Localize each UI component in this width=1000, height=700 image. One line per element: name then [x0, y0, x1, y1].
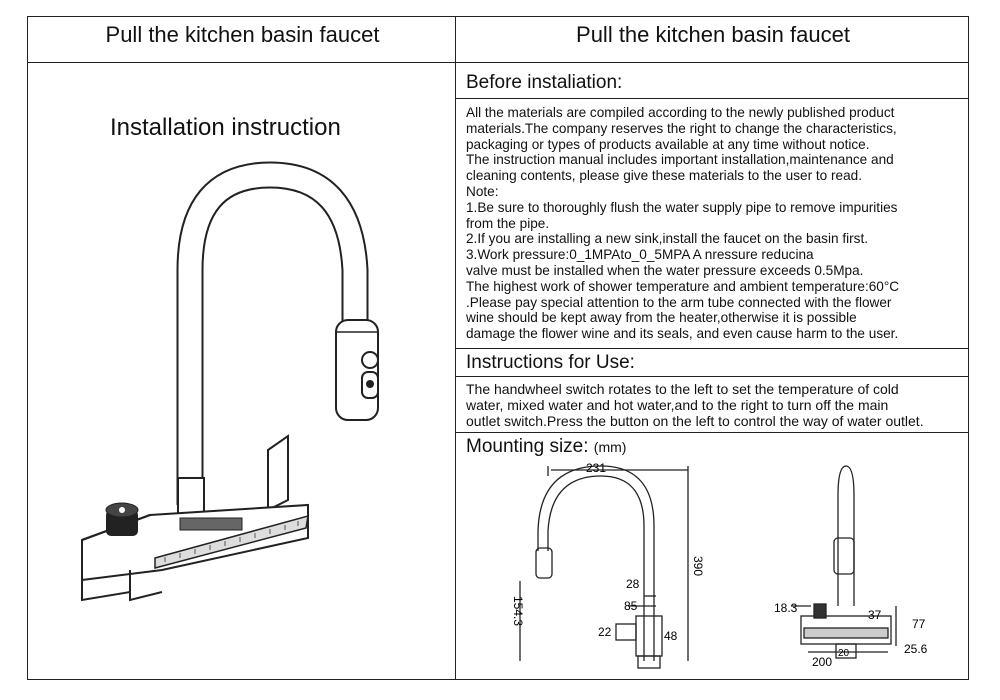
mounting-size-unit: (mm) [593, 439, 627, 455]
divider-use [455, 348, 969, 349]
dim-22: 22 [598, 625, 612, 639]
mounting-size-title [466, 436, 626, 458]
divider-mounting [455, 432, 969, 433]
installation-heading: Installation instruction [110, 114, 341, 141]
dim-25-6: 25.6 [904, 642, 928, 656]
divider-before-title [455, 98, 969, 99]
faucet-illustration [70, 160, 410, 620]
dim-28: 28 [626, 577, 640, 591]
before-installation-title: Before instaliation: [466, 72, 623, 93]
dim-37: 37 [868, 608, 882, 622]
dim-20: 20 [838, 648, 850, 659]
instructions-for-use-text: The handwheel switch rotates to the left to set the temperature of cold water, mixed water and hot water,and to the right to turn off the main outlet switch.Press the button on the left to control the way of water outlet. [466, 381, 924, 429]
dim-48: 48 [664, 629, 678, 643]
dim-231: 231 [586, 461, 607, 475]
dim-390: 390 [691, 556, 705, 577]
divider-use-title [455, 376, 969, 377]
mounting-size-label: Mounting size: [466, 436, 589, 457]
header-divider [27, 62, 969, 63]
dim-154-3: 154.3 [511, 596, 525, 627]
right-header-title: Pull the kitchen basin faucet [576, 22, 850, 47]
dim-200: 200 [812, 655, 833, 669]
mounting-diagram [456, 456, 968, 678]
before-installation-text: All the materials are compiled according to the newly published product materials.The company reserves the right to change the characteristics, packaging or types of products available at any time without notice. The instruction manual includes important installation,maintenance and cleaning contents, please give these materials to the user to read. Note: 1.Be sure to thoroughly flush the water supply pipe to remove impurities from the pipe. 2.If you are installing a new sink,install the faucet on the basin first. 3.Work pressure:0_1MPAto_0_5MPA A nressure reducina valve must be installed when the water pressure exceeds 0.5Mpa. The highest work of shower temperature and ambient temperature:60°C .Please pay special attention to the arm tube connected with the flower wine should be kept away from the heater,otherwise it is possible damage the flower wine and its seals, and even cause harm to the user. [466, 105, 900, 342]
dim-85: 85 [624, 599, 638, 613]
dim-77: 77 [912, 617, 926, 631]
instructions-for-use-title: Instructions for Use: [466, 352, 635, 373]
left-header-title: Pull the kitchen basin faucet [105, 22, 380, 47]
dim-18-3: 18.3 [774, 601, 798, 615]
